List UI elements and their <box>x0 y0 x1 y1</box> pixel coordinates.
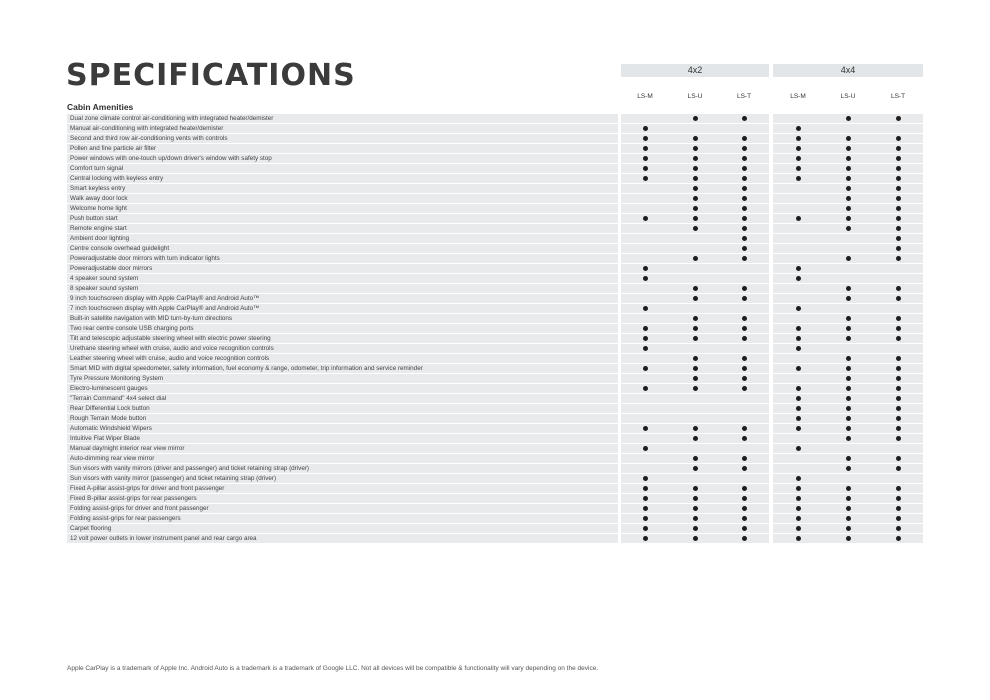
feature-available-dot-icon <box>896 356 901 361</box>
table-row <box>0 424 990 434</box>
feature-available-dot-icon <box>693 386 698 391</box>
feature-available-dot-icon <box>796 366 801 371</box>
feature-available-dot-icon <box>693 436 698 441</box>
feature-available-dot-icon <box>742 516 747 521</box>
table-row <box>0 164 990 174</box>
feature-available-dot-icon <box>846 226 851 231</box>
feature-available-dot-icon <box>846 516 851 521</box>
feature-available-dot-icon <box>742 166 747 171</box>
feature-available-dot-icon <box>643 526 648 531</box>
table-row <box>0 444 990 454</box>
feature-available-dot-icon <box>796 216 801 221</box>
table-row <box>0 354 990 364</box>
feature-available-dot-icon <box>896 506 901 511</box>
feature-available-dot-icon <box>846 176 851 181</box>
row-label: Power windows with one-touch up/down driver's window with safety stop <box>67 154 618 163</box>
feature-available-dot-icon <box>846 196 851 201</box>
feature-available-dot-icon <box>643 146 648 151</box>
table-row <box>0 504 990 514</box>
row-label: Folding assist-grips for rear passengers <box>67 514 618 523</box>
row-label: Automatic Windshield Wipers <box>67 424 618 433</box>
table-row <box>0 204 990 214</box>
feature-available-dot-icon <box>846 356 851 361</box>
feature-available-dot-icon <box>742 116 747 121</box>
feature-available-dot-icon <box>846 146 851 151</box>
feature-available-dot-icon <box>693 426 698 431</box>
feature-available-dot-icon <box>896 246 901 251</box>
table-row <box>0 244 990 254</box>
feature-available-dot-icon <box>742 216 747 221</box>
feature-available-dot-icon <box>796 446 801 451</box>
feature-available-dot-icon <box>896 536 901 541</box>
feature-available-dot-icon <box>742 376 747 381</box>
feature-available-dot-icon <box>742 316 747 321</box>
feature-available-dot-icon <box>896 146 901 151</box>
feature-available-dot-icon <box>846 296 851 301</box>
feature-available-dot-icon <box>693 466 698 471</box>
feature-available-dot-icon <box>846 506 851 511</box>
row-label: Tilt and telescopic adjustable steering wheel with electric power steering <box>67 334 618 343</box>
row-label: 12 volt power outlets in lower instrument panel and rear cargo area <box>67 534 618 543</box>
table-row <box>0 134 990 144</box>
column-header-4x2-ls-u: LS-U <box>687 93 703 100</box>
feature-available-dot-icon <box>896 216 901 221</box>
band-4x4 <box>773 244 923 253</box>
group-header-4x4: 4x4 <box>773 64 923 77</box>
feature-available-dot-icon <box>693 226 698 231</box>
row-label: Built-in satellite navigation with MID turn-by-turn directions <box>67 314 618 323</box>
feature-available-dot-icon <box>896 336 901 341</box>
row-label: Pollen and fine particle air filter <box>67 144 618 153</box>
feature-available-dot-icon <box>896 136 901 141</box>
feature-available-dot-icon <box>693 366 698 371</box>
row-label: Leather steering wheel with cruise, audio and voice recognition controls <box>67 354 618 363</box>
row-label: Manual air-conditioning with integrated heater/demister <box>67 124 618 133</box>
feature-available-dot-icon <box>796 166 801 171</box>
feature-available-dot-icon <box>796 156 801 161</box>
feature-available-dot-icon <box>742 186 747 191</box>
feature-available-dot-icon <box>693 206 698 211</box>
feature-available-dot-icon <box>846 496 851 501</box>
feature-available-dot-icon <box>693 516 698 521</box>
feature-available-dot-icon <box>693 506 698 511</box>
feature-available-dot-icon <box>846 256 851 261</box>
table-row <box>0 154 990 164</box>
column-header-4x2-ls-t: LS-T <box>736 93 752 100</box>
feature-available-dot-icon <box>896 196 901 201</box>
feature-available-dot-icon <box>643 386 648 391</box>
feature-available-dot-icon <box>643 496 648 501</box>
feature-available-dot-icon <box>846 416 851 421</box>
row-label: Smart keyless entry <box>67 184 618 193</box>
feature-available-dot-icon <box>796 136 801 141</box>
feature-available-dot-icon <box>643 166 648 171</box>
feature-available-dot-icon <box>742 146 747 151</box>
row-label: 8 speaker sound system <box>67 284 618 293</box>
band-4x2 <box>621 414 769 423</box>
feature-available-dot-icon <box>643 326 648 331</box>
feature-available-dot-icon <box>742 366 747 371</box>
feature-available-dot-icon <box>896 166 901 171</box>
feature-available-dot-icon <box>896 496 901 501</box>
feature-available-dot-icon <box>742 356 747 361</box>
feature-available-dot-icon <box>846 286 851 291</box>
feature-available-dot-icon <box>796 176 801 181</box>
feature-available-dot-icon <box>693 156 698 161</box>
table-row <box>0 534 990 544</box>
band-4x4 <box>773 234 923 243</box>
feature-available-dot-icon <box>896 436 901 441</box>
feature-available-dot-icon <box>896 516 901 521</box>
row-label: Welcome home light <box>67 204 618 213</box>
row-label: 4 speaker sound system <box>67 274 618 283</box>
row-label: Manual day/night interior rear view mirror <box>67 444 618 453</box>
table-row <box>0 314 990 324</box>
feature-available-dot-icon <box>742 336 747 341</box>
table-row <box>0 284 990 294</box>
column-header-4x4-ls-t: LS-T <box>890 93 906 100</box>
feature-available-dot-icon <box>643 336 648 341</box>
feature-available-dot-icon <box>796 346 801 351</box>
row-label: "Terrain Command" 4x4 select dial <box>67 394 618 403</box>
table-row <box>0 374 990 384</box>
feature-available-dot-icon <box>796 476 801 481</box>
feature-available-dot-icon <box>846 326 851 331</box>
feature-available-dot-icon <box>643 176 648 181</box>
table-row <box>0 124 990 134</box>
table-row <box>0 454 990 464</box>
feature-available-dot-icon <box>846 386 851 391</box>
table-row <box>0 184 990 194</box>
feature-available-dot-icon <box>693 166 698 171</box>
feature-available-dot-icon <box>846 436 851 441</box>
table-row <box>0 364 990 374</box>
feature-available-dot-icon <box>693 456 698 461</box>
row-label: Carpet flooring <box>67 524 618 533</box>
feature-available-dot-icon <box>846 366 851 371</box>
table-row <box>0 434 990 444</box>
table-row <box>0 514 990 524</box>
row-label: Two rear centre console USB charging ports <box>67 324 618 333</box>
feature-available-dot-icon <box>846 376 851 381</box>
row-label: Auto-dimming rear view mirror <box>67 454 618 463</box>
feature-available-dot-icon <box>896 206 901 211</box>
column-header-4x4-ls-u: LS-U <box>840 93 856 100</box>
row-label: Remote engine start <box>67 224 618 233</box>
feature-available-dot-icon <box>693 216 698 221</box>
feature-available-dot-icon <box>896 186 901 191</box>
table-row <box>0 404 990 414</box>
feature-available-dot-icon <box>846 526 851 531</box>
feature-available-dot-icon <box>693 146 698 151</box>
feature-available-dot-icon <box>796 126 801 131</box>
feature-available-dot-icon <box>796 486 801 491</box>
feature-available-dot-icon <box>896 326 901 331</box>
feature-available-dot-icon <box>796 386 801 391</box>
feature-available-dot-icon <box>693 376 698 381</box>
feature-available-dot-icon <box>643 126 648 131</box>
feature-available-dot-icon <box>643 136 648 141</box>
feature-available-dot-icon <box>896 176 901 181</box>
row-label: Ambient door lighting <box>67 234 618 243</box>
feature-available-dot-icon <box>742 176 747 181</box>
row-label: Sun visors with vanity mirrors (driver and passenger) and ticket retaining strap (driver) <box>67 464 618 473</box>
table-row <box>0 464 990 474</box>
feature-available-dot-icon <box>693 136 698 141</box>
feature-available-dot-icon <box>846 536 851 541</box>
row-label: Fixed A-pillar assist-grips for driver and front passenger <box>67 484 618 493</box>
feature-available-dot-icon <box>796 496 801 501</box>
feature-available-dot-icon <box>846 216 851 221</box>
feature-available-dot-icon <box>693 336 698 341</box>
row-label: Folding assist-grips for driver and front passenger <box>67 504 618 513</box>
feature-available-dot-icon <box>643 446 648 451</box>
row-label: Electro-luminescent gauges <box>67 384 618 393</box>
table-row <box>0 324 990 334</box>
feature-available-dot-icon <box>643 156 648 161</box>
feature-available-dot-icon <box>796 416 801 421</box>
feature-available-dot-icon <box>846 206 851 211</box>
table-row <box>0 234 990 244</box>
feature-available-dot-icon <box>896 376 901 381</box>
band-4x2 <box>621 404 769 413</box>
table-row <box>0 174 990 184</box>
feature-available-dot-icon <box>742 436 747 441</box>
row-label: Smart MID with digital speedometer, safety information, fuel economy & range, odometer, trip information and service reminder <box>67 364 618 373</box>
row-label: Fixed B-pillar assist-grips for rear passengers <box>67 494 618 503</box>
row-label: Central locking with keyless entry <box>67 174 618 183</box>
feature-available-dot-icon <box>846 396 851 401</box>
feature-available-dot-icon <box>693 316 698 321</box>
feature-available-dot-icon <box>796 336 801 341</box>
row-label: Tyre Pressure Monitoring System <box>67 374 618 383</box>
row-label: Centre console overhead guidelight <box>67 244 618 253</box>
feature-available-dot-icon <box>896 396 901 401</box>
row-label: Urethane steering wheel with cruise, audio and voice recognition controls <box>67 344 618 353</box>
table-row <box>0 384 990 394</box>
table-row <box>0 224 990 234</box>
feature-available-dot-icon <box>796 526 801 531</box>
table-row <box>0 274 990 284</box>
feature-available-dot-icon <box>846 186 851 191</box>
feature-available-dot-icon <box>693 326 698 331</box>
table-row <box>0 524 990 534</box>
feature-available-dot-icon <box>643 516 648 521</box>
feature-available-dot-icon <box>742 526 747 531</box>
feature-available-dot-icon <box>643 366 648 371</box>
table-row <box>0 264 990 274</box>
feature-available-dot-icon <box>846 136 851 141</box>
feature-available-dot-icon <box>742 296 747 301</box>
feature-available-dot-icon <box>896 526 901 531</box>
row-label: 9 inch touchscreen display with Apple CarPlay® and Android Auto™ <box>67 294 618 303</box>
feature-available-dot-icon <box>896 466 901 471</box>
table-row <box>0 114 990 124</box>
feature-available-dot-icon <box>846 116 851 121</box>
row-label: Poweradjustable door mirrors with turn indicator lights <box>67 254 618 263</box>
feature-available-dot-icon <box>796 266 801 271</box>
feature-available-dot-icon <box>896 156 901 161</box>
feature-available-dot-icon <box>896 386 901 391</box>
feature-available-dot-icon <box>742 486 747 491</box>
feature-available-dot-icon <box>846 156 851 161</box>
feature-available-dot-icon <box>643 266 648 271</box>
feature-available-dot-icon <box>796 396 801 401</box>
feature-available-dot-icon <box>693 196 698 201</box>
feature-available-dot-icon <box>693 176 698 181</box>
column-header-4x4-ls-m: LS-M <box>790 93 806 100</box>
feature-available-dot-icon <box>742 246 747 251</box>
feature-available-dot-icon <box>693 486 698 491</box>
feature-available-dot-icon <box>742 456 747 461</box>
row-label: Second and third row air-conditioning vents with controls <box>67 134 618 143</box>
feature-available-dot-icon <box>796 276 801 281</box>
row-label: Rear Differential Lock button <box>67 404 618 413</box>
feature-available-dot-icon <box>742 156 747 161</box>
feature-available-dot-icon <box>693 356 698 361</box>
page-title: SPECIFICATIONS <box>66 58 356 93</box>
group-header-4x2: 4x2 <box>621 64 769 77</box>
feature-available-dot-icon <box>693 116 698 121</box>
row-label: Rough Terrain Mode button <box>67 414 618 423</box>
feature-available-dot-icon <box>796 506 801 511</box>
table-row <box>0 344 990 354</box>
feature-available-dot-icon <box>896 416 901 421</box>
row-label: Push button start <box>67 214 618 223</box>
feature-available-dot-icon <box>846 336 851 341</box>
feature-available-dot-icon <box>796 146 801 151</box>
feature-available-dot-icon <box>896 256 901 261</box>
feature-available-dot-icon <box>742 466 747 471</box>
feature-available-dot-icon <box>896 456 901 461</box>
row-label: Poweradjustable door mirrors <box>67 264 618 273</box>
table-row <box>0 484 990 494</box>
feature-available-dot-icon <box>846 406 851 411</box>
feature-available-dot-icon <box>742 206 747 211</box>
row-label: Intuitive Flat Wiper Blade <box>67 434 618 443</box>
table-row <box>0 304 990 314</box>
feature-available-dot-icon <box>742 386 747 391</box>
footnote: Apple CarPlay is a trademark of Apple Inc. Android Auto is a trademark is a trademark of Google LLC. Not all devices will be compatible & functionality will vary depending on the device. <box>67 665 599 672</box>
feature-available-dot-icon <box>742 236 747 241</box>
table-row <box>0 474 990 484</box>
feature-available-dot-icon <box>742 286 747 291</box>
feature-available-dot-icon <box>796 406 801 411</box>
feature-available-dot-icon <box>796 536 801 541</box>
feature-available-dot-icon <box>742 326 747 331</box>
table-row <box>0 214 990 224</box>
feature-available-dot-icon <box>693 286 698 291</box>
feature-available-dot-icon <box>796 326 801 331</box>
column-header-4x2-ls-m: LS-M <box>637 93 653 100</box>
feature-available-dot-icon <box>643 536 648 541</box>
table-row <box>0 414 990 424</box>
spec-table <box>0 114 990 544</box>
feature-available-dot-icon <box>796 306 801 311</box>
band-4x2 <box>621 394 769 403</box>
feature-available-dot-icon <box>846 166 851 171</box>
feature-available-dot-icon <box>643 216 648 221</box>
feature-available-dot-icon <box>896 366 901 371</box>
feature-available-dot-icon <box>742 426 747 431</box>
feature-available-dot-icon <box>643 276 648 281</box>
table-row <box>0 254 990 264</box>
feature-available-dot-icon <box>693 256 698 261</box>
feature-available-dot-icon <box>693 536 698 541</box>
table-row <box>0 334 990 344</box>
feature-available-dot-icon <box>896 116 901 121</box>
feature-available-dot-icon <box>643 306 648 311</box>
row-label: Sun visors with vanity mirror (passenger) and ticket retaining strap (driver) <box>67 474 618 483</box>
feature-available-dot-icon <box>846 316 851 321</box>
row-label: 7 inch touchscreen display with Apple CarPlay® and Android Auto™ <box>67 304 618 313</box>
feature-available-dot-icon <box>693 186 698 191</box>
feature-available-dot-icon <box>896 406 901 411</box>
feature-available-dot-icon <box>896 226 901 231</box>
feature-available-dot-icon <box>896 486 901 491</box>
feature-available-dot-icon <box>693 526 698 531</box>
table-row <box>0 144 990 154</box>
table-row <box>0 194 990 204</box>
feature-available-dot-icon <box>742 136 747 141</box>
section-title: Cabin Amenities <box>67 102 134 112</box>
feature-available-dot-icon <box>643 426 648 431</box>
band-4x2 <box>621 244 769 253</box>
feature-available-dot-icon <box>643 486 648 491</box>
feature-available-dot-icon <box>796 516 801 521</box>
feature-available-dot-icon <box>846 456 851 461</box>
feature-available-dot-icon <box>896 426 901 431</box>
feature-available-dot-icon <box>846 426 851 431</box>
feature-available-dot-icon <box>742 196 747 201</box>
feature-available-dot-icon <box>846 466 851 471</box>
feature-available-dot-icon <box>643 346 648 351</box>
feature-available-dot-icon <box>742 256 747 261</box>
feature-available-dot-icon <box>643 476 648 481</box>
feature-available-dot-icon <box>796 426 801 431</box>
feature-available-dot-icon <box>896 296 901 301</box>
table-row <box>0 294 990 304</box>
row-label: Dual zone climate control air-conditioning with integrated heater/demister <box>67 114 618 123</box>
feature-available-dot-icon <box>693 296 698 301</box>
table-row <box>0 394 990 404</box>
table-row <box>0 494 990 504</box>
feature-available-dot-icon <box>742 226 747 231</box>
row-label: Walk away door lock <box>67 194 618 203</box>
feature-available-dot-icon <box>742 496 747 501</box>
feature-available-dot-icon <box>846 486 851 491</box>
feature-available-dot-icon <box>896 236 901 241</box>
feature-available-dot-icon <box>896 316 901 321</box>
feature-available-dot-icon <box>742 506 747 511</box>
band-4x2 <box>621 234 769 243</box>
feature-available-dot-icon <box>693 496 698 501</box>
feature-available-dot-icon <box>643 506 648 511</box>
row-label: Comfort turn signal <box>67 164 618 173</box>
feature-available-dot-icon <box>742 536 747 541</box>
feature-available-dot-icon <box>896 286 901 291</box>
